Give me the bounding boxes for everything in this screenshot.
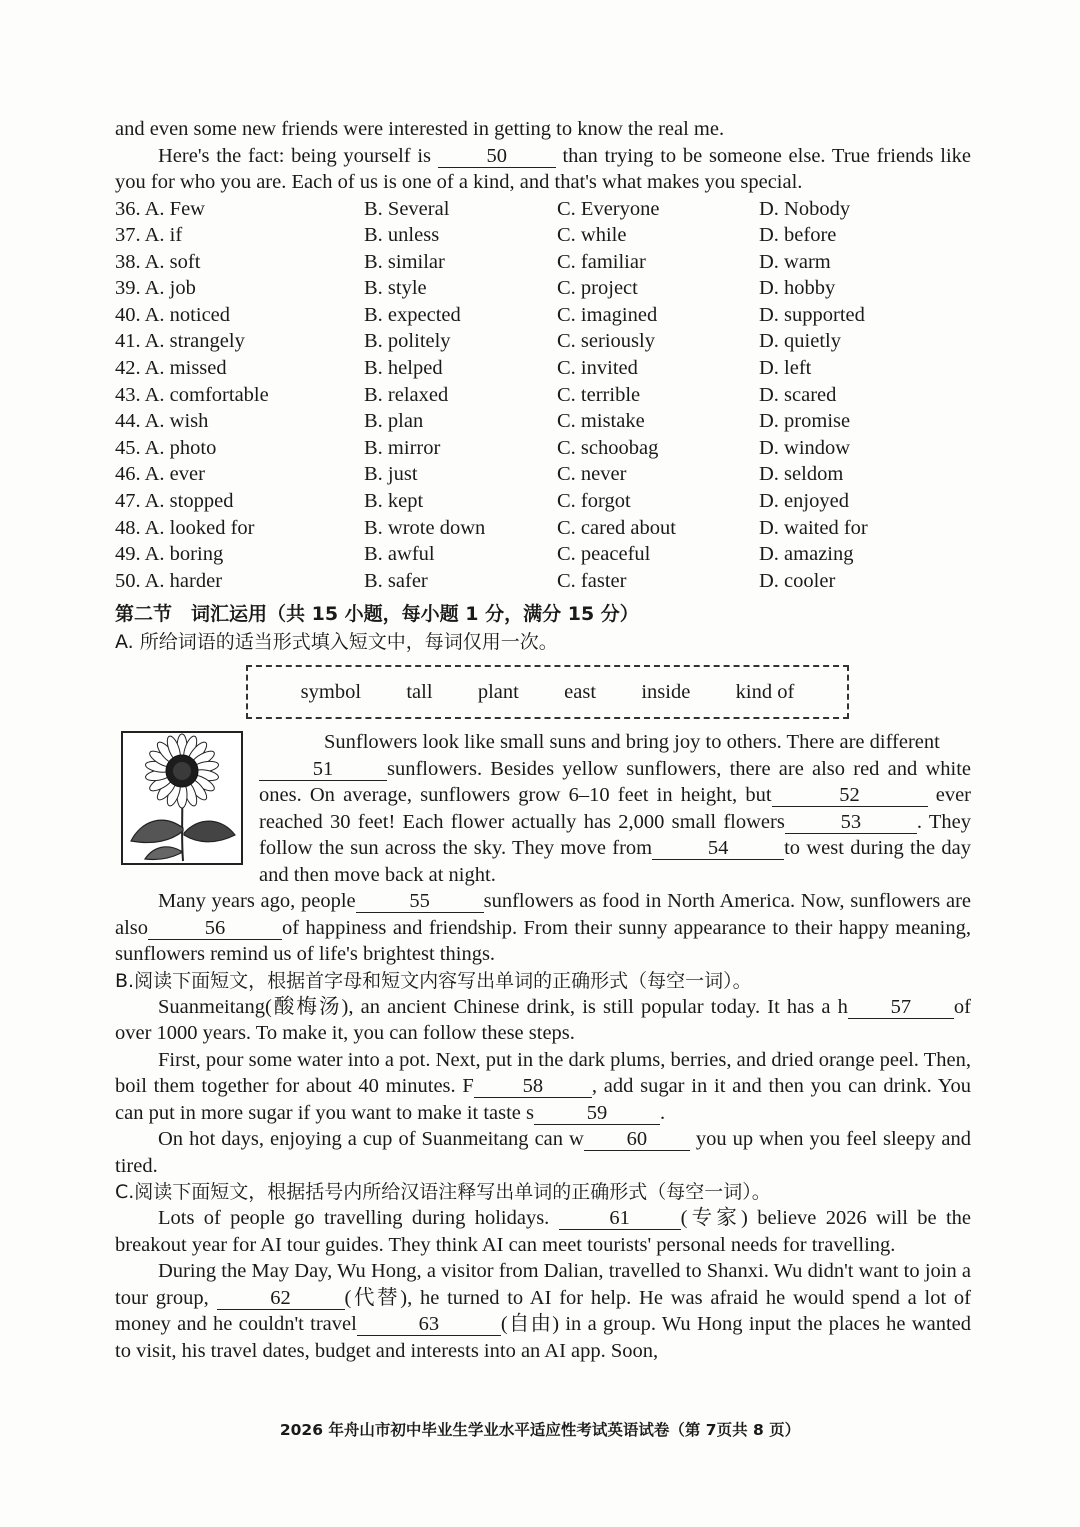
option-row <box>115 488 971 515</box>
option-a: 36. A. Few <box>115 197 205 220</box>
sunflower-passage <box>115 729 971 888</box>
blank-63: 63 <box>357 1313 501 1336</box>
option-d: D. seldom <box>759 463 844 486</box>
option-c: C. terrible <box>557 383 641 406</box>
option-b: B. expected <box>364 303 461 326</box>
sunflower-image <box>121 731 243 865</box>
option-row <box>115 515 971 542</box>
blank-53: 53 <box>785 811 917 834</box>
word-box <box>246 665 849 719</box>
option-d: D. left <box>759 357 812 380</box>
option-a: 44. A. wish <box>115 410 209 433</box>
option-b: B. similar <box>364 250 445 273</box>
option-b: B. Several <box>364 197 450 220</box>
option-c: C. while <box>557 224 627 247</box>
option-a: 45. A. photo <box>115 436 217 459</box>
option-c: C. mistake <box>557 410 645 433</box>
option-c: C. faster <box>557 569 627 592</box>
option-d: D. scared <box>759 383 837 406</box>
blank-58: 58 <box>474 1075 592 1098</box>
option-a: 39. A. job <box>115 277 196 300</box>
option-b: B. plan <box>364 410 424 433</box>
option-d: D. supported <box>759 303 865 326</box>
part-c-title: C.阅读下面短文，根据括号内所给汉语注释写出单词的正确形式（每空一词）。 <box>115 1181 771 1204</box>
option-a: 40. A. noticed <box>115 303 231 326</box>
option-c: C. schoobag <box>557 436 659 459</box>
option-b: B. helped <box>364 357 443 380</box>
option-c: C. seriously <box>557 330 655 353</box>
option-row <box>115 275 971 302</box>
option-row <box>115 302 971 329</box>
option-b: B. awful <box>364 543 435 566</box>
option-a: 50. A. harder <box>115 569 223 592</box>
blank-60: 60 <box>584 1128 690 1151</box>
option-c: C. invited <box>557 357 638 380</box>
option-c: C. forgot <box>557 490 631 513</box>
part-a-title: A. 所给词语的适当形式填入短文中，每词仅用一次。 <box>115 631 558 654</box>
blank-62: 62 <box>217 1287 345 1310</box>
passage-paragraph: Here's the fact: being yourself is 50 than trying to be someone else. True friends like you for who you are. Each of us is one of a kind, and that's what makes you special. <box>115 144 971 193</box>
word-plant: plant <box>477 681 519 704</box>
option-a: 37. A. if <box>115 224 183 247</box>
option-d: D. quietly <box>759 330 841 353</box>
option-d: D. amazing <box>759 543 854 566</box>
ai-paragraph-2: During the May Day, Wu Hong, a visitor from Dalian, travelled to Shanxi. Wu didn't want to join a tour group, 62 (代替), he turned to AI for help. He was afraid he would spend a lot of money and he couldn't travel 63 (自由) in a group. Wu Hong input the places he wanted to visit, his travel dates, budget and interests into an AI app. Soon, <box>115 1260 971 1362</box>
blank-50: 50 <box>438 145 556 168</box>
option-c: C. Everyone <box>557 197 660 220</box>
option-a: 47. A. stopped <box>115 490 234 513</box>
option-a: 46. A. ever <box>115 463 205 486</box>
option-b: B. mirror <box>364 436 441 459</box>
option-a: 43. A. comfortable <box>115 383 269 406</box>
section-title: 第二节 词汇运用（共 15 小题，每小题 1 分，满分 15 分） <box>115 603 639 626</box>
option-b: B. wrote down <box>364 516 486 539</box>
option-a: 49. A. boring <box>115 543 224 566</box>
page-footer: 2026 年舟山市初中毕业生学业水平适应性考试英语试卷（第 7页共 8 页） <box>279 1421 801 1439</box>
ai-paragraph-1: Lots of people go travelling during holidays. 61 (专家) believe 2026 will be the breakout year for AI tour guides. They think AI can meet tourists' personal needs for travelling. <box>115 1207 971 1256</box>
sunflower-line: Sunflowers look like small suns and bring joy to others. There are different <box>324 731 940 754</box>
option-b: B. politely <box>364 330 451 353</box>
blank-59: 59 <box>534 1102 660 1125</box>
word-tall: tall <box>406 681 433 704</box>
option-d: D. Nobody <box>759 197 851 220</box>
option-row <box>115 222 971 249</box>
suanmeitang-paragraph-1: Suanmeitang(酸梅汤), an ancient Chinese drink, is still popular today. It has a h 57 of over 1000 years. To make it, you can follow these steps. <box>115 995 971 1045</box>
option-row <box>115 435 971 462</box>
option-c: C. peaceful <box>557 543 651 566</box>
option-c: C. familiar <box>557 250 646 273</box>
exam-page <box>115 116 971 1364</box>
option-d: D. enjoyed <box>759 490 849 513</box>
sunflower-paragraph: 51 sunflowers. Besides yellow sunflowers, there are also red and white ones. On average, sunflowers grow 6–10 feet in height, but 52 ever reached 30 feet! Each flower actually has 2,000 small flowers 53 . They follow the sun across the sky. They move from 54 to west during the day and then move back at night. <box>259 757 972 886</box>
option-a: 41. A. strangely <box>115 330 245 353</box>
option-row <box>115 568 971 595</box>
options-table <box>115 196 971 595</box>
blank-54: 54 <box>652 837 784 860</box>
option-b: B. style <box>364 277 427 300</box>
option-row <box>115 328 971 355</box>
option-b: B. just <box>364 463 418 486</box>
option-row <box>115 196 971 223</box>
option-b: B. unless <box>364 224 440 247</box>
passage-line: and even some new friends were interested in getting to know the real me. <box>115 118 725 140</box>
blank-57: 57 <box>848 996 954 1019</box>
option-row <box>115 541 971 568</box>
option-c: C. cared about <box>557 516 676 539</box>
option-row <box>115 249 971 276</box>
option-b: B. relaxed <box>364 383 449 406</box>
option-d: D. promise <box>759 410 851 433</box>
option-d: D. waited for <box>759 516 868 539</box>
option-d: D. cooler <box>759 569 836 592</box>
word-kind-of: kind of <box>735 681 795 704</box>
option-row <box>115 355 971 382</box>
option-b: B. kept <box>364 490 424 513</box>
option-row <box>115 408 971 435</box>
blank-61: 61 <box>559 1207 681 1230</box>
part-b-title: B.阅读下面短文，根据首字母和短文内容写出单词的正确形式（每空一词）。 <box>115 969 752 992</box>
word-inside: inside <box>641 681 691 704</box>
blank-55: 55 <box>356 890 484 913</box>
option-d: D. hobby <box>759 277 836 300</box>
suanmeitang-paragraph-2: First, pour some water into a pot. Next, put in the dark plums, berries, and dried orange peel. Then, boil them together for about 40 minutes. F 58 , add sugar in it and then you can drink. You can put in more sugar if you want to make it taste s 59 . <box>115 1048 971 1124</box>
option-d: D. window <box>759 436 851 459</box>
option-row <box>115 382 971 409</box>
option-c: C. project <box>557 277 638 300</box>
option-d: D. before <box>759 224 837 247</box>
blank-52: 52 <box>772 784 928 807</box>
word-symbol: symbol <box>300 681 362 704</box>
option-a: 38. A. soft <box>115 250 201 273</box>
blank-51: 51 <box>259 758 387 781</box>
option-d: D. warm <box>759 250 831 273</box>
option-b: B. safer <box>364 569 428 592</box>
suanmeitang-paragraph-3: On hot days, enjoying a cup of Suanmeitang can w 60 you up when you feel sleepy and tired. <box>115 1128 972 1177</box>
option-a: 42. A. missed <box>115 357 227 380</box>
sunflower-paragraph-2: Many years ago, people 55 sunflowers as food in North America. Now, sunflowers are also 56 of happiness and friendship. From their sunny appearance to their happy meaning, sunflowers remind us of life's brightest things. <box>115 890 971 966</box>
word-east: east <box>564 681 597 704</box>
blank-56: 56 <box>148 917 282 940</box>
option-row <box>115 461 971 488</box>
option-c: C. never <box>557 463 627 486</box>
option-c: C. imagined <box>557 303 658 326</box>
option-a: 48. A. looked for <box>115 516 255 539</box>
